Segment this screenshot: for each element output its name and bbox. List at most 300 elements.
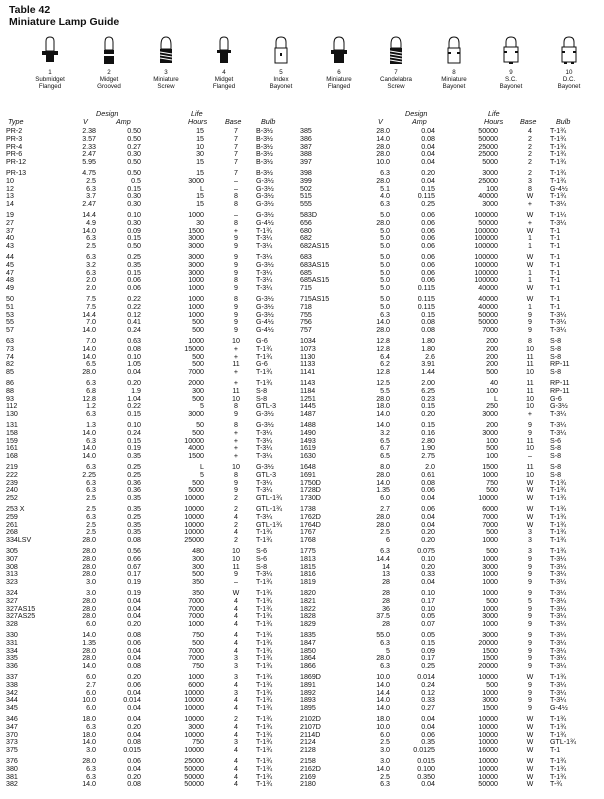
life-hours: 40000 — [478, 284, 498, 293]
base-code: 9 — [528, 646, 532, 655]
table-row — [6, 284, 296, 293]
design-amps: 0.35 — [127, 520, 141, 529]
base-code: – — [234, 578, 238, 587]
life-hours: 500 — [486, 528, 498, 537]
lamp-type: 13 — [6, 192, 14, 201]
lamp-type-2: 2 Midget Grooved — [80, 36, 138, 90]
table-row — [6, 746, 296, 755]
bulb-shape: T-1¾ — [256, 352, 273, 361]
lamp-type: 399 — [300, 176, 312, 185]
design-amps: 0.20 — [127, 379, 141, 387]
base-code: W — [526, 715, 534, 723]
base-code: 2 — [528, 134, 532, 143]
lamp-type: 1648 — [300, 463, 316, 471]
bulb-shape: S-8 — [550, 463, 562, 471]
lamp-type: 324 — [6, 589, 18, 597]
design-amps: 0.06 — [421, 234, 435, 243]
design-amps: 0.30 — [127, 192, 141, 201]
design-amps: 2.75 — [421, 452, 435, 461]
base-code: 8 — [234, 402, 238, 411]
design-amps: 0.06 — [421, 730, 435, 739]
base-code: 1 — [528, 276, 532, 285]
life-hours: 6000 — [482, 505, 498, 513]
design-amps: 0.06 — [127, 757, 141, 765]
design-volts: 14.0 — [82, 226, 96, 235]
design-volts: 6.3 — [380, 662, 390, 671]
bulb-shape: T-3¼ — [550, 578, 567, 587]
lamp-type: 131 — [6, 421, 18, 429]
life-hours: 15 — [196, 192, 204, 201]
design-volts: 6.3 — [86, 268, 96, 277]
bulb-header: Bulb — [261, 117, 276, 126]
bulb-shape: B-3½ — [256, 142, 273, 151]
design-volts: 7.5 — [86, 295, 96, 303]
bulb-shape: S-8 — [550, 470, 562, 479]
bulb-shape: T-1¾ — [550, 764, 567, 773]
lamp-type: 219 — [6, 463, 18, 471]
design-amps: 0.04 — [421, 780, 435, 789]
design-volts: 5.0 — [380, 284, 390, 293]
base-code: W — [526, 746, 534, 755]
design-volts: 6.3 — [380, 200, 390, 209]
bulb-shape: G-4½ — [550, 704, 568, 713]
base-code: 9 — [234, 318, 238, 327]
design-volts: 14.0 — [376, 478, 390, 487]
design-volts: 28.0 — [376, 512, 390, 521]
design-amps: 0.20 — [127, 772, 141, 781]
base-code: + — [527, 218, 533, 227]
lamp-type-1: 1 Submidget Flanged — [21, 36, 79, 90]
design-volts: 28.0 — [82, 646, 96, 655]
base-code: – — [234, 176, 238, 185]
base-code: 3 — [234, 654, 238, 663]
base-code: + — [233, 226, 239, 235]
lamp-type: 347 — [6, 722, 18, 731]
design-volts: 10.0 — [376, 722, 390, 731]
life-hours: 500 — [192, 478, 204, 487]
bulb-shape: T-1¾ — [550, 528, 567, 537]
lamp-type: 10 — [6, 176, 14, 185]
life-hours: 3000 — [482, 612, 498, 621]
design-amps: 2.6 — [425, 352, 435, 361]
bulb-shape: S-8 — [550, 452, 562, 461]
design-volts: 28.0 — [376, 394, 390, 403]
life-hours: 50000 — [478, 134, 498, 143]
design-volts: 3.0 — [380, 757, 390, 765]
base-code: 9 — [234, 268, 238, 277]
base-code: W — [526, 260, 534, 269]
design-volts: 6.3 — [86, 410, 96, 419]
design-amps: 0.20 — [421, 169, 435, 177]
design-volts: 14.0 — [376, 680, 390, 689]
lamp-type: 47 — [6, 268, 14, 277]
design-volts: 5.0 — [380, 226, 390, 235]
lamp-type: 1891 — [300, 680, 316, 689]
base-code: 9 — [528, 326, 532, 335]
base-code: 7 — [234, 127, 238, 135]
lamp-type: 328 — [6, 620, 18, 629]
lamp-type: 1073 — [300, 344, 316, 353]
hours-header: Hours — [484, 117, 504, 126]
table-row — [300, 242, 590, 251]
bulb-shape: G-3½ — [256, 295, 274, 303]
design-volts: 6.3 — [86, 234, 96, 243]
life-hours: 25000 — [478, 142, 498, 151]
life-hours: 200 — [486, 421, 498, 429]
design-volts: 5 — [386, 646, 390, 655]
life-hours: 1000 — [188, 211, 204, 219]
life-hours: 1000 — [482, 554, 498, 563]
lamp-type: 1487 — [300, 410, 316, 419]
base-code: 3 — [234, 662, 238, 671]
life-hours: 3000 — [482, 169, 498, 177]
life-hours: 1500 — [482, 463, 498, 471]
bulb-shape: T-1 — [550, 268, 561, 277]
life-hours: 1000 — [482, 578, 498, 587]
design-amps: 0.15 — [421, 638, 435, 647]
design-volts: 4.0 — [380, 192, 390, 201]
bulb-shape: T-1¾ — [550, 486, 567, 495]
design-volts: 2.5 — [86, 505, 96, 513]
life-hours: 350 — [192, 578, 204, 587]
lamp-type: PR-6 — [6, 150, 23, 159]
bulb-shape: T-1 — [550, 234, 561, 243]
bulb-shape: G-3½ — [256, 192, 274, 201]
lamp-type: 370 — [6, 730, 18, 739]
design-amps: 0.06 — [127, 680, 141, 689]
lamp-type: 45 — [6, 260, 14, 269]
lamp-type: 715 — [300, 284, 312, 293]
design-amps: 0.5 — [131, 176, 141, 185]
design-amps: 1.44 — [421, 368, 435, 377]
design-amps: 0.15 — [421, 402, 435, 411]
design-amps: 0.27 — [421, 704, 435, 713]
design-volts: 6.3 — [86, 764, 96, 773]
lamp-type: 37 — [6, 226, 14, 235]
design-volts: 28.0 — [82, 536, 96, 545]
bulb-shape: T-1¾ — [256, 536, 273, 545]
life-hours: 10000 — [184, 528, 204, 537]
design-amps: 0.04 — [127, 764, 141, 773]
design-amps: 0.350 — [417, 772, 435, 781]
design-volts: 8.0 — [380, 463, 390, 471]
base-code: 8 — [234, 470, 238, 479]
design-amps: 0.66 — [127, 554, 141, 563]
life-hours: 1000 — [482, 570, 498, 579]
life-hours: 10000 — [184, 494, 204, 503]
lamp-type: 1762D — [300, 512, 321, 521]
base-code: W — [526, 192, 534, 201]
design-volts: 28 — [382, 589, 390, 597]
design-amps: 0.06 — [421, 268, 435, 277]
lamp-type: 683AS15 — [300, 260, 330, 269]
design-amps: 0.10 — [421, 604, 435, 613]
lamp-type: 381 — [6, 772, 18, 781]
life-hours: 50 — [196, 421, 204, 429]
table-row — [300, 158, 590, 167]
life-hours: 10000 — [478, 757, 498, 765]
lamp-type-9: 9 S.C. Bayonet — [482, 36, 540, 90]
design-volts: 1.35 — [82, 638, 96, 647]
lamp-type: 1130 — [300, 352, 316, 361]
design-amps: 2.00 — [421, 379, 435, 387]
base-code: 10 — [232, 463, 240, 471]
bulb-shape: T-3¼ — [256, 234, 273, 243]
life-hours: 100 — [486, 452, 498, 461]
life-hours: 10000 — [184, 520, 204, 529]
bulb-shape: T-1 — [550, 260, 561, 269]
table-row — [300, 578, 590, 587]
base-code: 9 — [528, 604, 532, 613]
life-hours: 500 — [192, 394, 204, 403]
design-amps: 0.06 — [421, 260, 435, 269]
lamp-type: 338 — [6, 680, 18, 689]
design-volts: 5.95 — [82, 158, 96, 167]
life-hours: 1500 — [482, 704, 498, 713]
lamp-type: 398 — [300, 169, 312, 177]
design-volts: 10.0 — [376, 673, 390, 681]
lamp-type: 1750D — [300, 478, 321, 487]
design-volts: 2.38 — [82, 127, 96, 135]
base-code: + — [233, 436, 239, 445]
lamp-type-8: 8 Miniature Bayonet — [425, 36, 483, 90]
design-amps: 0.24 — [127, 326, 141, 335]
base-code: + — [527, 410, 533, 419]
bulb-shape: S-8 — [256, 562, 268, 571]
design-volts: 37.5 — [376, 612, 390, 621]
design-volts: 6.3 — [86, 436, 96, 445]
life-hours: 1000 — [482, 620, 498, 629]
bulb-shape: T-3¼ — [550, 696, 567, 705]
base-code: 2 — [234, 505, 238, 513]
base-code: 2 — [234, 536, 238, 545]
life-hours: 3000 — [188, 234, 204, 243]
design-amps: 0.04 — [421, 722, 435, 731]
base-code: 1 — [528, 302, 532, 311]
bulb-shape: T-1¾ — [550, 520, 567, 529]
bulb-shape: T-1¾ — [550, 494, 567, 503]
bulb-shape: T-1 — [550, 242, 561, 251]
design-amps: 6.25 — [421, 386, 435, 395]
design-amps: 0.61 — [421, 470, 435, 479]
life-hours: L — [494, 394, 498, 403]
base-code: + — [527, 200, 533, 209]
bulb-shape: S-8 — [256, 386, 268, 395]
lamp-type: 2162D — [300, 764, 321, 773]
base-code: 9 — [528, 428, 532, 437]
table-header — [300, 110, 590, 127]
bulb-shape: B-3½ — [256, 127, 273, 135]
design-volts: 14.0 — [376, 764, 390, 773]
bulb-shape: G-4½ — [550, 184, 568, 193]
bulb-shape: T-1¾ — [256, 730, 273, 739]
table-row — [300, 662, 590, 671]
base-code: + — [233, 444, 239, 453]
life-hours: 1500 — [482, 646, 498, 655]
design-amps: 0.08 — [127, 738, 141, 747]
life-hours: 15 — [196, 127, 204, 135]
design-amps: 0.63 — [127, 337, 141, 345]
design-amps: 0.08 — [127, 536, 141, 545]
lamp-type: 345 — [6, 704, 18, 713]
life-hours: 25000 — [478, 176, 498, 185]
base-code: 4 — [528, 127, 532, 135]
design-volts: 1.2 — [86, 402, 96, 411]
life-hours: 10000 — [478, 722, 498, 731]
lamp-type: 1445 — [300, 402, 316, 411]
design-amps: 0.35 — [421, 738, 435, 747]
lamp-type: 85 — [6, 368, 14, 377]
design-amps: 0.10 — [421, 589, 435, 597]
lamp-type: 1819 — [300, 578, 316, 587]
design-volts: 6.3 — [380, 638, 390, 647]
bulb-shape: T-3¼ — [550, 638, 567, 647]
miniature-bayonet-lamp-icon — [444, 36, 464, 66]
bulb-shape: T-¾ — [550, 780, 563, 789]
bulb-shape: T-1¾ — [256, 596, 273, 605]
bulb-shape: GTL-1¾ — [256, 505, 283, 513]
lamp-type: 756 — [300, 318, 312, 327]
bulb-shape: G-3½ — [550, 402, 568, 411]
life-hours: 10000 — [184, 436, 204, 445]
bulb-shape: T-1¾ — [256, 722, 273, 731]
life-hours: 1500 — [188, 226, 204, 235]
base-code: 4 — [234, 680, 238, 689]
life-hours: 5000 — [482, 158, 498, 167]
table-title: Miniature Lamp Guide — [9, 16, 120, 28]
lamp-type: 1835 — [300, 631, 316, 639]
base-code: 10 — [526, 402, 534, 411]
base-code: 3 — [528, 547, 532, 555]
life-hours: 500 — [192, 570, 204, 579]
lamp-type-3: 3 Miniature Screw — [137, 36, 195, 90]
base-code: 9 — [528, 704, 532, 713]
design-amps: 0.04 — [421, 150, 435, 159]
lamp-type-7: 7 Candelabra Screw — [367, 36, 425, 90]
table-row — [300, 620, 590, 629]
base-code: 9 — [528, 631, 532, 639]
lamp-type: 159 — [6, 436, 18, 445]
bulb-shape: T-1¾ — [256, 646, 273, 655]
life-hours: 500 — [486, 486, 498, 495]
lamp-type: 680 — [300, 226, 312, 235]
bulb-shape: S-8 — [550, 337, 562, 345]
life-hours: 100000 — [474, 276, 498, 285]
design-volts: 3.57 — [82, 134, 96, 143]
bulb-shape: G-3½ — [256, 184, 274, 193]
lamp-type: 1815 — [300, 562, 316, 571]
base-code: W — [526, 780, 534, 789]
design-amps: 0.30 — [127, 218, 141, 227]
base-code: W — [526, 738, 534, 747]
bulb-shape: GTL-3 — [256, 402, 277, 411]
dc-bayonet-lamp-icon — [559, 36, 579, 66]
base-code: 8 — [234, 218, 238, 227]
base-code: 9 — [528, 688, 532, 697]
design-volts: 14.0 — [376, 134, 390, 143]
lamp-type: PR-4 — [6, 142, 23, 151]
design-amps: 0.115 — [417, 284, 435, 293]
base-code: 4 — [234, 638, 238, 647]
design-volts: 28 — [382, 578, 390, 587]
lamp-type: 313 — [6, 570, 18, 579]
amps-header: Amp — [116, 117, 131, 126]
table-row — [6, 326, 296, 335]
base-code: W — [526, 253, 534, 261]
base-code: 3 — [234, 673, 238, 681]
design-volts: 2.47 — [82, 150, 96, 159]
base-code: 9 — [528, 680, 532, 689]
design-amps: 0.115 — [417, 295, 435, 303]
lamp-type: 682 — [300, 234, 312, 243]
bulb-shape: T-1¾ — [256, 780, 273, 789]
life-hours: 100 — [486, 436, 498, 445]
life-hours: 500 — [486, 444, 498, 453]
bulb-shape: T-3¼ — [550, 421, 567, 429]
design-volts: 12.8 — [376, 337, 390, 345]
base-code: 2 — [528, 142, 532, 151]
lamp-type: 330 — [6, 631, 18, 639]
base-code: 9 — [234, 326, 238, 335]
design-amps: 0.36 — [127, 486, 141, 495]
life-hours: 500 — [486, 368, 498, 377]
bulb-shape: T-3¼ — [550, 596, 567, 605]
design-volts: 6.3 — [380, 310, 390, 319]
bulb-shape: T-1¾ — [550, 757, 567, 765]
amps-header: Amp — [412, 117, 427, 126]
lamp-type: 112 — [6, 402, 18, 411]
bulb-shape: T-1¾ — [550, 169, 567, 177]
base-code: 9 — [234, 302, 238, 311]
sc-bayonet-lamp-icon — [501, 36, 521, 66]
design-amps: 0.115 — [417, 302, 435, 311]
life-hours: 15 — [196, 158, 204, 167]
life-hours: 200 — [486, 360, 498, 369]
lamp-type: 12 — [6, 184, 14, 193]
life-hours: 3000 — [482, 428, 498, 437]
design-volts: 6.8 — [86, 386, 96, 395]
design-volts: 6.0 — [86, 673, 96, 681]
lamp-type: 327AS15 — [6, 604, 36, 613]
bulb-shape: T-1¾ — [550, 547, 567, 555]
base-code: 9 — [234, 478, 238, 487]
lamp-type: 161 — [6, 444, 18, 453]
design-amps: 0.19 — [127, 578, 141, 587]
bulb-shape: G-3½ — [256, 410, 274, 419]
design-amps: 0.06 — [127, 638, 141, 647]
design-amps: 0.0125 — [413, 746, 435, 755]
lamp-type: 1820 — [300, 589, 316, 597]
table-row — [6, 410, 296, 419]
design-volts: 6.3 — [380, 169, 390, 177]
lamp-type: 2107D — [300, 722, 321, 731]
design-volts: 36 — [382, 604, 390, 613]
base-code: 11 — [232, 360, 240, 369]
design-volts: 5.0 — [380, 211, 390, 219]
design-header: Design — [96, 109, 119, 118]
design-amps: 0.05 — [421, 631, 435, 639]
bulb-shape: T-1¾ — [256, 757, 273, 765]
design-amps: 0.35 — [127, 452, 141, 461]
bulb-shape: T-1 — [550, 295, 561, 303]
design-volts: 3.0 — [86, 746, 96, 755]
bulb-shape: T-1¾ — [256, 226, 273, 235]
bulb-shape: T-1¾ — [256, 680, 273, 689]
bulb-shape: G-4½ — [256, 218, 274, 227]
design-amps: 0.20 — [421, 410, 435, 419]
design-volts: 3.0 — [380, 746, 390, 755]
base-code: + — [233, 452, 239, 461]
